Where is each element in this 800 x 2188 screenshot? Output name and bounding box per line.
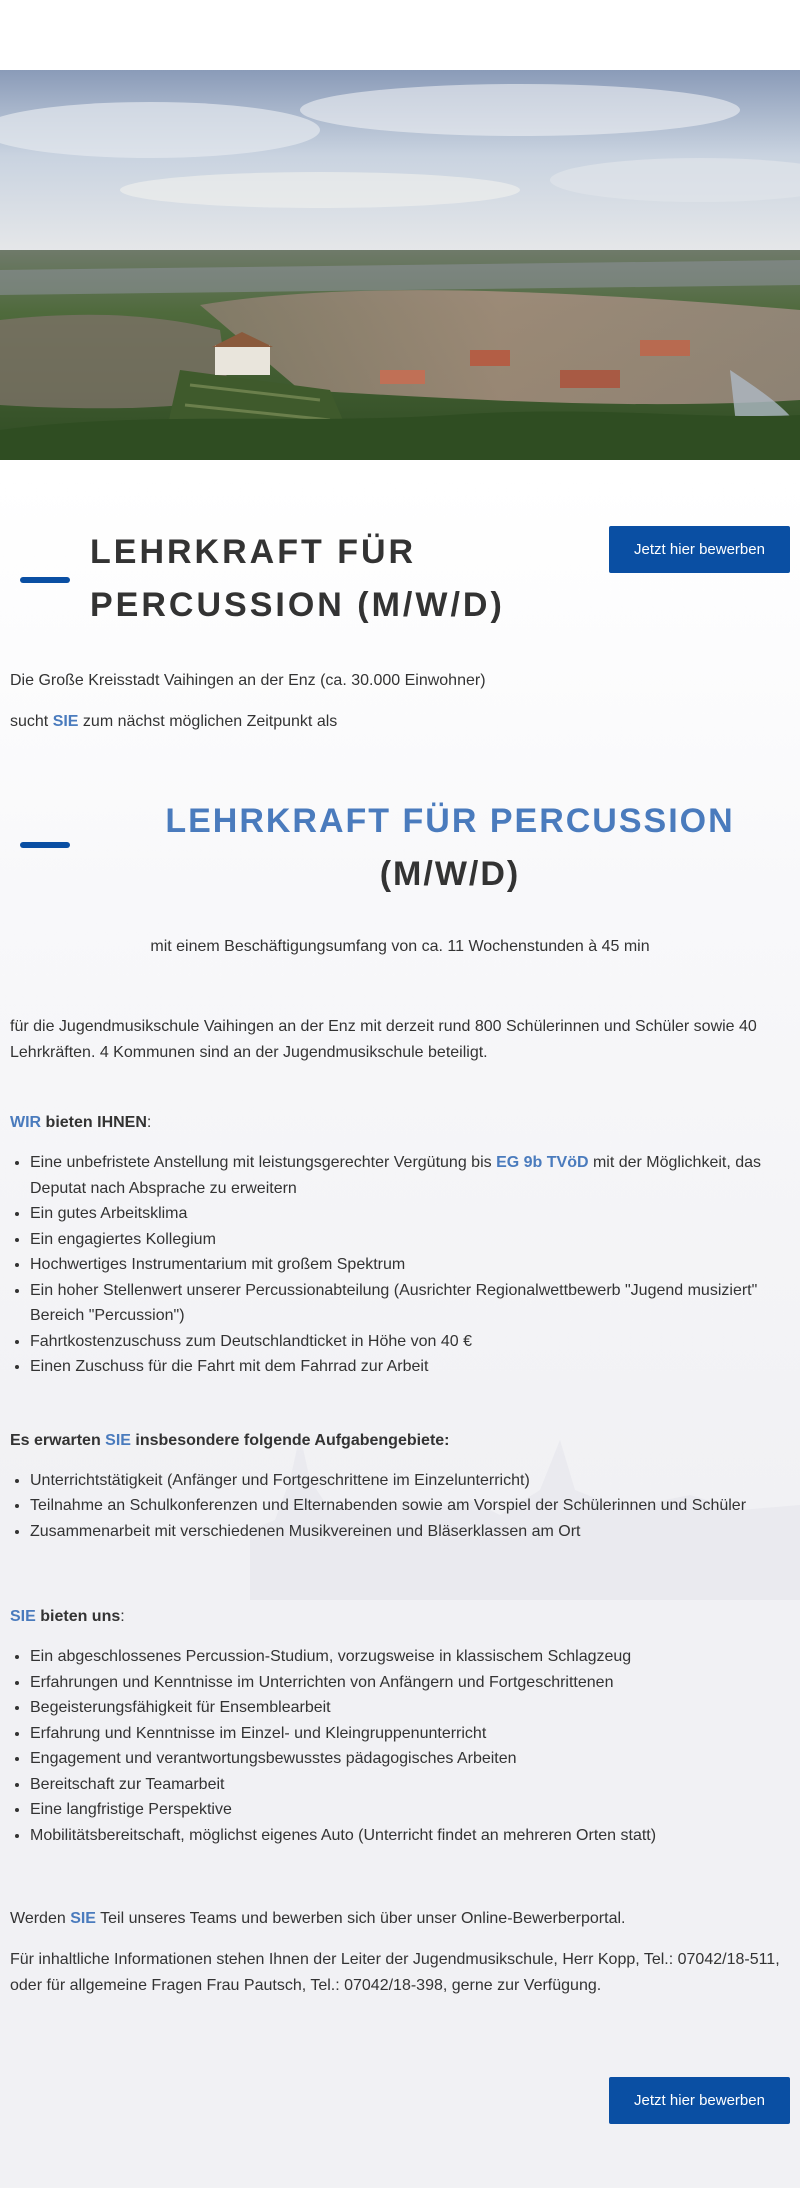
position-heading-block bbox=[10, 795, 790, 899]
top-header bbox=[0, 0, 800, 70]
page-title: LEHRKRAFT FÜR PERCUSSION (M/W/D) bbox=[90, 533, 505, 624]
list-item: • Fahrtkostenzuschuss zum Deutschlandticket in Höhe von 40 € bbox=[30, 1329, 790, 1355]
heading-accent-bar bbox=[20, 577, 70, 583]
requirements-heading: SIE bieten uns: bbox=[10, 1608, 125, 1625]
school-info: für die Jugendmusikschule Vaihingen an der Enz mit derzeit rund 800 Schülerinnen und Schüler sowie 40 Lehrkräften. 4 Kommunen sind an der Jugendmusikschule beteiligt. bbox=[10, 1018, 757, 1061]
position-heading-accent-bar bbox=[20, 842, 70, 848]
list-item: • Unterrichtstätigkeit (Anfänger und Fortgeschrittene im Einzelunterricht) bbox=[30, 1468, 790, 1494]
list-item: • Einen Zuschuss für die Fahrt mit dem Fahrrad zur Arbeit bbox=[30, 1354, 790, 1380]
employment-scope: mit einem Beschäftigungsumfang von ca. 11 Wochenstunden à 45 min bbox=[150, 938, 650, 955]
list-item: • Eine langfristige Perspektive bbox=[30, 1797, 790, 1823]
hero-image bbox=[0, 70, 800, 460]
contact-info: Für inhaltliche Informationen stehen Ihnen der Leiter der Jugendmusikschule, Herr Kopp, Tel.: 07042/18-511, oder für allgemeine Fragen Frau Pautsch, Tel.: 07042/18-398, gerne zur Verfügung. bbox=[10, 1951, 780, 1994]
list-item: • Ein hoher Stellenwert unserer Percussionabteilung (Ausrichter Regionalwettbewerb "Jugend musiziert" Bereich "Percussion") bbox=[30, 1278, 790, 1329]
list-item: • Begeisterungsfähigkeit für Ensemblearbeit bbox=[30, 1695, 790, 1721]
requirements-list bbox=[10, 1644, 790, 1848]
offer-heading: WIR bieten IHNEN: bbox=[10, 1114, 152, 1131]
list-item: • Zusammenarbeit mit verschiedenen Musikvereinen und Bläserklassen am Ort bbox=[30, 1519, 790, 1545]
apply-button-top[interactable]: Jetzt hier bewerben bbox=[609, 526, 790, 573]
list-item: • Ein abgeschlossenes Percussion-Studium, vorzugsweise in klassischem Schlagzeug bbox=[30, 1644, 790, 1670]
bottom-apply-wrap bbox=[10, 2077, 790, 2124]
list-item: • Eine unbefristete Anstellung mit leistungsgerechter Vergütung bis EG 9b TVöD mit der Möglichkeit, das Deputat nach Absprache zu erweitern bbox=[30, 1150, 790, 1201]
list-item: • Ein gutes Arbeitsklima bbox=[30, 1201, 790, 1227]
intro-city: Die Große Kreisstadt Vaihingen an der Enz (ca. 30.000 Einwohner) bbox=[10, 672, 486, 689]
join-team-text: Werden SIE Teil unseres Teams und bewerben sich über unser Online-Bewerberportal. bbox=[10, 1910, 626, 1927]
position-title-line2: (M/W/D) bbox=[379, 855, 521, 893]
list-item: • Mobilitätsbereitschaft, möglichst eigenes Auto (Unterricht findet an mehreren Orten statt) bbox=[30, 1823, 790, 1849]
list-item: • Ein engagiertes Kollegium bbox=[30, 1227, 790, 1253]
position-title bbox=[90, 795, 800, 901]
list-item: • Erfahrung und Kenntnisse im Einzel- und Kleingruppenunterricht bbox=[30, 1721, 790, 1747]
tasks-list bbox=[10, 1468, 790, 1545]
intro-search: sucht SIE zum nächst möglichen Zeitpunkt als bbox=[10, 713, 338, 730]
apply-button-bottom[interactable]: Jetzt hier bewerben bbox=[609, 2077, 790, 2124]
list-item: • Hochwertiges Instrumentarium mit großem Spektrum bbox=[30, 1252, 790, 1278]
list-item: • Erfahrungen und Kenntnisse im Unterrichten von Anfängern und Fortgeschrittenen bbox=[30, 1670, 790, 1696]
city-aerial-photo bbox=[0, 70, 800, 460]
list-item: • Teilnahme an Schulkonferenzen und Elternabenden sowie am Vorspiel der Schülerinnen und Schüler bbox=[30, 1493, 790, 1519]
list-item: • Engagement und verantwortungsbewusstes pädagogisches Arbeiten bbox=[30, 1746, 790, 1772]
offer-list bbox=[10, 1150, 790, 1380]
position-title-line1: LEHRKRAFT FÜR PERCUSSION bbox=[165, 802, 735, 840]
list-item: • Bereitschaft zur Teamarbeit bbox=[30, 1772, 790, 1798]
main-heading-block bbox=[10, 526, 790, 666]
tasks-heading: Es erwarten SIE insbesondere folgende Aufgabengebiete: bbox=[10, 1431, 450, 1449]
